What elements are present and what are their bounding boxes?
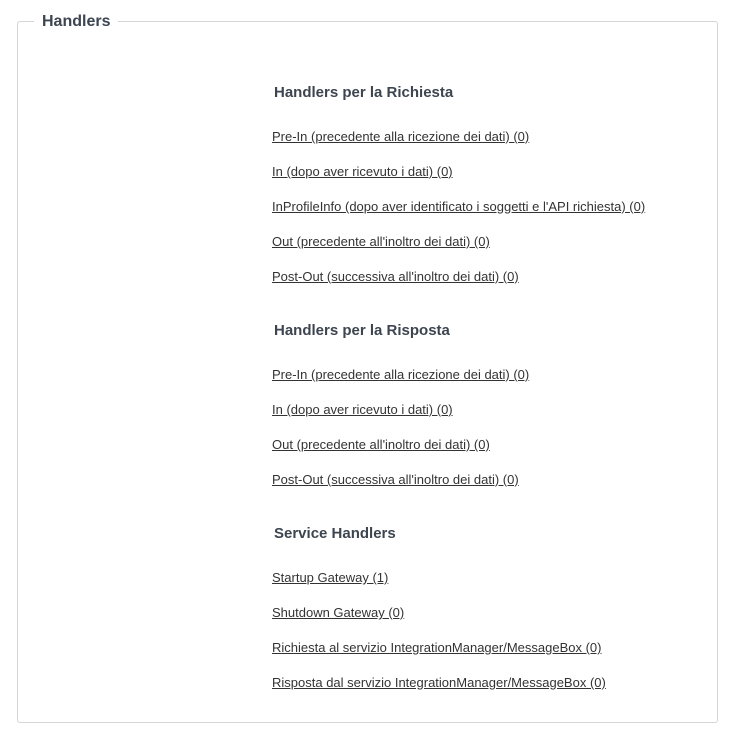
link-shutdown-gateway[interactable]: Shutdown Gateway (0) bbox=[272, 605, 405, 620]
section-title-risposta: Handlers per la Risposta bbox=[274, 322, 450, 339]
fieldset-legend: Handlers bbox=[34, 10, 118, 34]
link-risposta-pre-in[interactable]: Pre-In (precedente alla ricezione dei dati) (0) bbox=[272, 367, 530, 382]
section-title-richiesta: Handlers per la Richiesta bbox=[274, 84, 454, 101]
link-risposta-out[interactable]: Out (precedente all'inoltro dei dati) (0) bbox=[272, 437, 490, 452]
link-richiesta-post-out[interactable]: Post-Out (successiva all'inoltro dei dati) (0) bbox=[272, 269, 519, 284]
link-richiesta-inprofileinfo[interactable]: InProfileInfo (dopo aver identificato i soggetti e l'API richiesta) (0) bbox=[272, 199, 646, 214]
link-richiesta-integrationmanager[interactable]: Richiesta al servizio IntegrationManager/MessageBox (0) bbox=[272, 640, 602, 655]
link-richiesta-in[interactable]: In (dopo aver ricevuto i dati) (0) bbox=[272, 164, 453, 179]
link-startup-gateway[interactable]: Startup Gateway (1) bbox=[272, 570, 389, 585]
section-title-service-handlers: Service Handlers bbox=[274, 525, 396, 542]
link-risposta-in[interactable]: In (dopo aver ricevuto i dati) (0) bbox=[272, 402, 453, 417]
link-richiesta-out[interactable]: Out (precedente all'inoltro dei dati) (0) bbox=[272, 234, 490, 249]
link-richiesta-pre-in[interactable]: Pre-In (precedente alla ricezione dei dati) (0) bbox=[272, 129, 530, 144]
link-risposta-integrationmanager[interactable]: Risposta dal servizio IntegrationManager/MessageBox (0) bbox=[272, 675, 606, 690]
link-risposta-post-out[interactable]: Post-Out (successiva all'inoltro dei dati) (0) bbox=[272, 472, 519, 487]
